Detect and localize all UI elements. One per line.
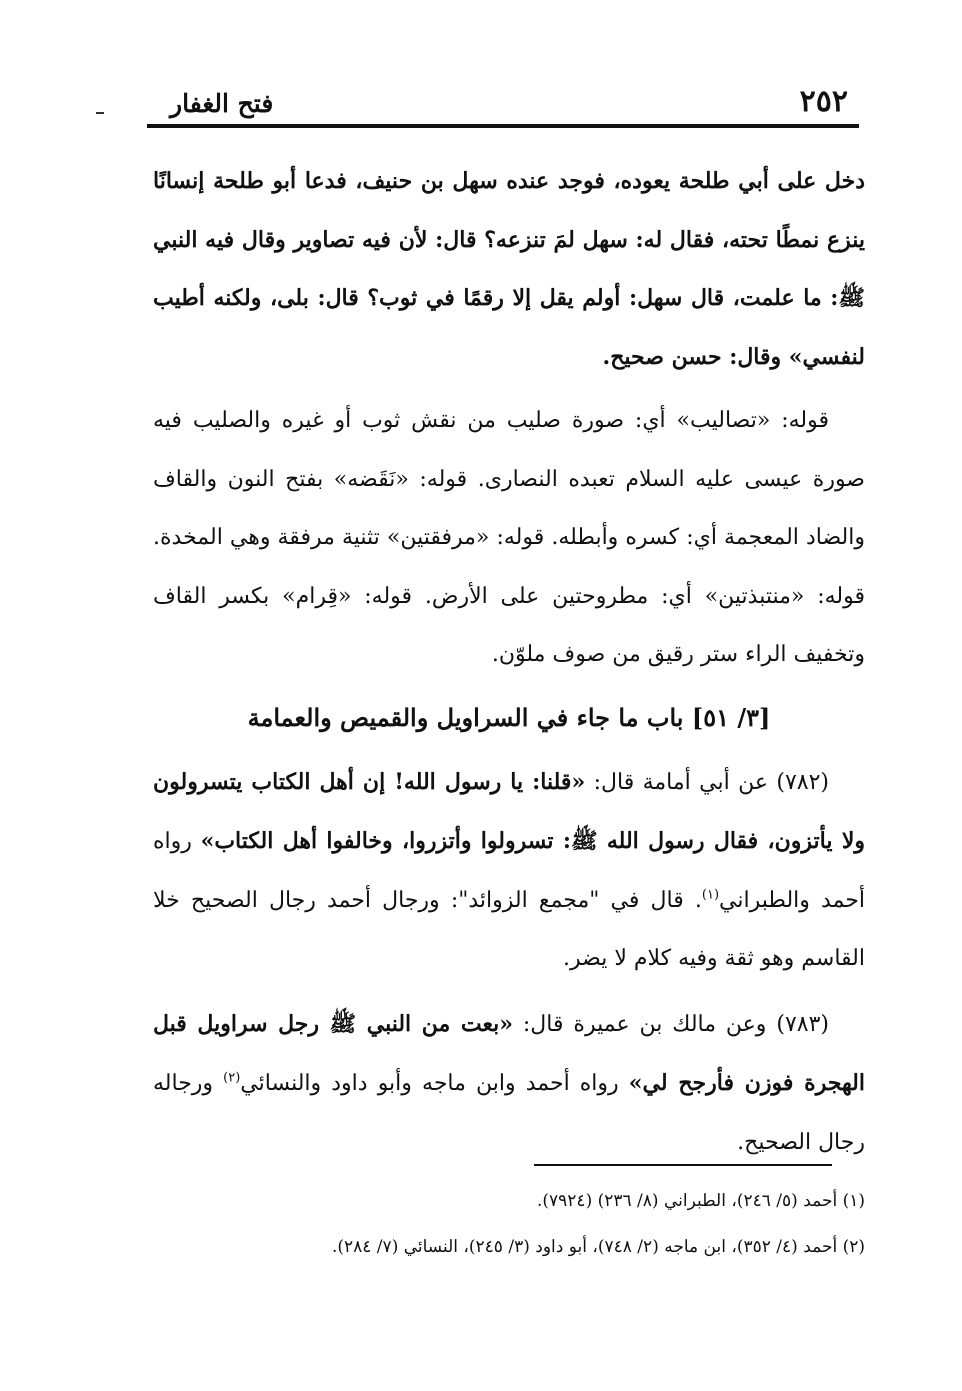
chapter-heading: [٣/ ٥١] باب ما جاء في السراويل والقميص والعمامة bbox=[247, 702, 771, 732]
hadith-note: ورجاله رجال الصحيح. bbox=[153, 1071, 865, 1155]
hadith-note: . قال في "مجمع الزوائد": ورجال أحمد رجال الصحيح خلا القاسم وهو ثقة وفيه كلام لا يضر. bbox=[153, 887, 865, 971]
hadith-source: رواه أحمد والطبراني bbox=[153, 829, 866, 913]
main-text bbox=[153, 152, 865, 1172]
hadith-lead: (٧٨٢) عن أبي أمامة قال: bbox=[585, 769, 829, 795]
hadith-lead: (٧٨٣) وعن مالك بن عميرة قال: bbox=[512, 1011, 829, 1037]
hadith-continuation: دخل على أبي طلحة يعوده، فوجد عنده سهل بن حنيف، فدعا أبو طلحة إنسانًا ينزع نمطًا تحته، فقال له: سهل لمَ تنزعه؟ قال: لأن فيه تصاوير وقال فيه النبي ﷺ: ما علمت، قال سهل: أولم يقل إلا رقمًا في ثوب؟ قال: بلى، ولكنه أطيب لنفسي» وقال: حسن صحيح. bbox=[153, 168, 865, 370]
page-number: ٢٥٢ bbox=[799, 84, 848, 119]
footnote-marker: (٢) bbox=[223, 1070, 241, 1086]
footnote-1: (١) أحمد (٥/ ٢٤٦)، الطبراني (٨/ ٢٣٦) (٧٩٢٤). bbox=[536, 1191, 865, 1211]
running-title: فتح الغفار bbox=[170, 89, 274, 118]
hadith-quote: «بعت من النبي ﷺ رجل سراويل قبل الهجرة فوزن فأرجح لي» bbox=[153, 1010, 865, 1096]
margin-mark bbox=[96, 112, 104, 114]
footnotes bbox=[153, 1178, 865, 1270]
hadith-quote: «قلنا: يا رسول الله! إن أهل الكتاب يتسرولون ولا يأتزون، فقال رسول الله ﷺ: تسرولوا وأتزروا، وخالفوا أهل الكتاب» bbox=[153, 768, 866, 854]
footnote-separator bbox=[534, 1164, 832, 1166]
footnote-marker: (١) bbox=[701, 887, 720, 903]
page-header bbox=[148, 82, 860, 128]
hadith-782 bbox=[153, 753, 865, 989]
hadith-783 bbox=[153, 995, 865, 1173]
footnote-2: (٢) أحمد (٤/ ٣٥٢)، ابن ماجه (٢/ ٧٤٨)، أبو داود (٣/ ٢٤٥)، النسائي (٧/ ٢٨٤). bbox=[331, 1237, 865, 1257]
commentary-paragraph: قوله: «تصاليب» أي: صورة صليب من نقش ثوب أو غيره والصليب فيه صورة عيسى عليه السلام تعبده النصارى. قوله: «نَقَضه» بفتح النون والقاف والضاد المعجمة أي: كسره وأبطله. قوله: «مرفقتين» تثنية مرفقة وهي المخدة. قوله: «منتبذتين» أي: مطروحتين على الأرض. قوله: «قِرام» بكسر القاف وتخفيف الراء ستر رقيق من صوف ملوّن. bbox=[153, 408, 865, 667]
header-rule bbox=[147, 124, 859, 128]
hadith-source: رواه أحمد وابن ماجه وأبو داود والنسائي bbox=[240, 1071, 629, 1096]
